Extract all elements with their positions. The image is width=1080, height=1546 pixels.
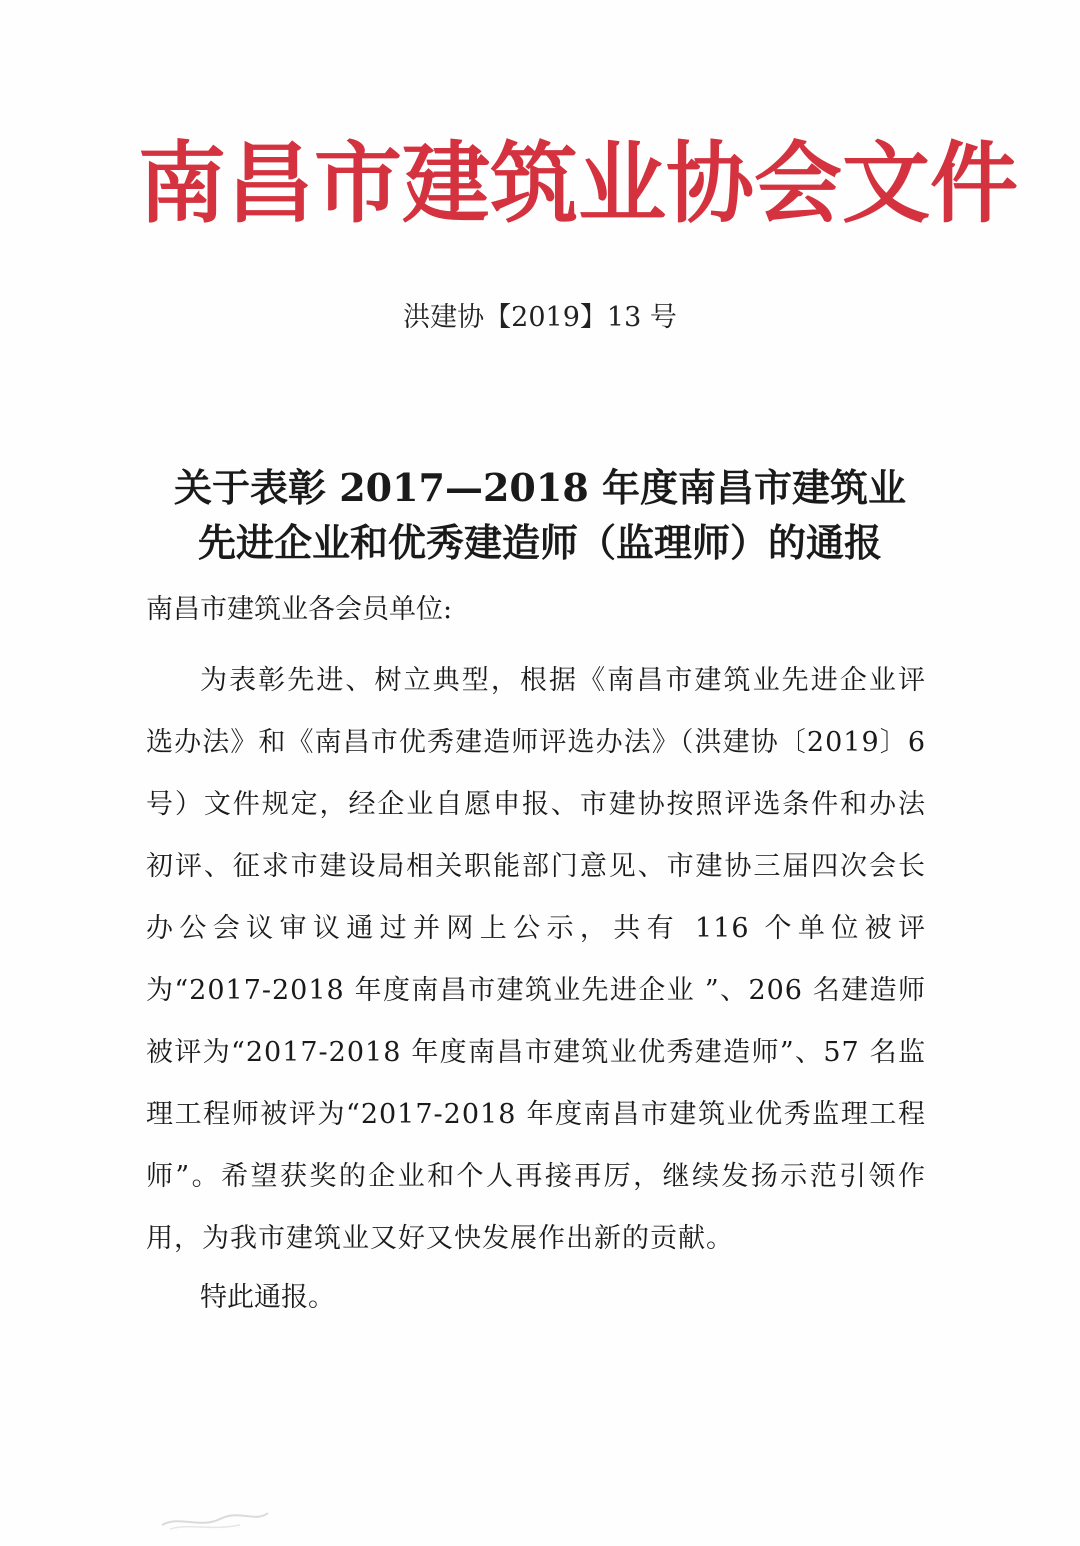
notice-title [0,460,1080,570]
scan-smudge [160,1505,270,1533]
notice-title-line-1: 关于表彰 2017—2018 年度南昌市建筑业 [174,465,906,510]
org-header-title: 南昌市建筑业协会文件 [138,131,1019,235]
addressee: 南昌市建筑业各会员单位: [146,594,453,625]
notice-body: 为表彰先进、树立典型，根据《南昌市建筑业先进企业评选办法》和《南昌市优秀建造师评选办法》（洪建协〔2019〕6 号）文件规定，经企业自愿申报、市建协按照评选条件和办法初评、征求市建设局相关职能部门意见、市建协三届四次会长办公会议审议通过并网上公示，共有 116 个单位被评为“2017-2018 年度南昌市建筑业先进企业 ”、206 名建造师被评为“2017-2018 年度南昌市建筑业优秀建造师”、57 名监理工程师被评为“2017-2018 年度南昌市建筑业优秀监理工程师”。希望获奖的企业和个人再接再厉，继续发扬示范引领作用，为我市建筑业又好又快发展作出新的贡献。 [146,665,926,1254]
closing-statement: 特此通报。 [200,1282,335,1313]
document-number: 洪建协【2019】13 号 [403,302,677,333]
notice-title-line-2: 先进企业和优秀建造师（监理师）的通报 [197,520,882,565]
